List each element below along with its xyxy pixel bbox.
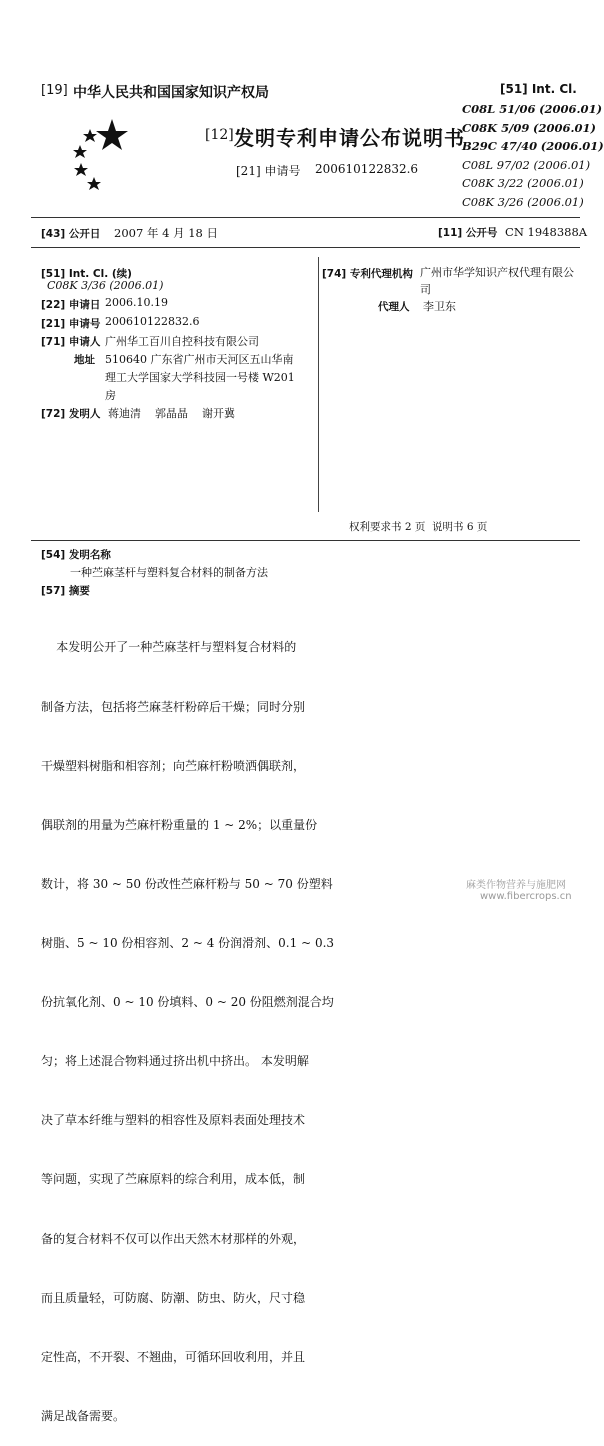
filing-date-label: [22] 申请日 — [41, 299, 101, 311]
agency: 广州市华学知识产权代理有限公 司 — [420, 266, 574, 296]
invention-title: 一种苎麻茎杆与塑料复合材料的制备方法 — [70, 566, 268, 579]
abstract-text: 本发明公开了一种苎麻茎杆与塑料复合材料的 制备方法，包括将苎麻茎杆粉碎后干燥；同时分别 干燥塑料树脂和相容剂；向苎麻杆粉喷洒偶联剂， 偶联剂的用量为苎麻杆粉重量的 1 ~ 2%；以重量份 数计，将 30 ~ 50 份改性苎麻杆粉与 50 ~ 70 份塑料 树脂、5 ~ 10 份相容剂、2 ~ 4 份润滑剂、0.1 ~ 0.3 份抗氧化剂、0 ~ 10 份填料、0 ~ 20 份阻燃剂混合均 匀；将上述混合物料通过挤出机中挤出。 本发明解 决了草本纤维与塑料的相容性及原料表面处理技术 等问题，实现了苎麻原料的综合利用，成本低，制 备的复合材料不仅可以作出天然木材那样的外观， 而且质量轻，可防腐、防潮、防虫、防火，尺寸稳 定性高，不开裂、不翘曲，可循环回收利用，并且 满足战备需要。 — [41, 640, 335, 1423]
abstract-label: [57] 摘要 — [41, 585, 90, 597]
doc-type-code: [12] — [205, 127, 234, 143]
int-cl-continued: [51] Int. Cl. (续) — [41, 268, 132, 280]
publication-date-row — [41, 225, 218, 241]
agency-label: [74] 专利代理机构 — [322, 268, 413, 280]
agent-label: 代理人 — [378, 301, 410, 313]
app-no: 200610122832.6 — [105, 315, 200, 328]
ipc-item: C08K 3/22 (2006.01) — [462, 176, 584, 191]
address: 510640 广东省广州市天河区五山华南 理工大学国家大学科技园一号楼 W201 房 — [105, 353, 295, 402]
application-number-label: [21] 申请号 — [236, 164, 301, 178]
title-label: [54] 发明名称 — [41, 549, 111, 561]
agent: 李卫东 — [423, 300, 456, 313]
divider — [31, 217, 580, 218]
watermark-url: www.fibercrops.cn — [480, 891, 572, 902]
publication-number: CN 1948388A — [505, 225, 588, 239]
ipc-item: C08K 5/09 (2006.01) — [462, 120, 596, 135]
ipc-item: B29C 47/40 (2006.01) — [462, 139, 604, 154]
watermark: 麻类作物营养与施肥网 — [466, 880, 566, 891]
ipc-label: [51] Int. Cl. — [500, 82, 577, 96]
ipc-item: C08L 97/02 (2006.01) — [462, 157, 591, 172]
office-name: 中华人民共和国国家知识产权局 — [73, 85, 269, 101]
ipc-list — [462, 100, 604, 212]
app-no-label: [21] 申请号 — [41, 318, 101, 330]
office-code: [19] — [41, 83, 68, 98]
int-cl-continued-value: C08K 3/36 (2006.01) — [47, 279, 164, 292]
divider — [31, 540, 580, 541]
inventors: 蒋迪清 郭晶晶 谢开冀 — [108, 407, 235, 420]
publication-date: 2007 年 4 月 18 日 — [114, 226, 219, 240]
publication-date-label: [43] 公开日 — [41, 228, 101, 240]
applicant-label: [71] 申请人 — [41, 336, 101, 348]
ipc-item: C08K 3/26 (2006.01) — [462, 194, 584, 209]
divider — [31, 247, 580, 248]
ipc-item: C08L 51/06 (2006.01) — [462, 102, 603, 116]
application-number: 200610122832.6 — [315, 162, 419, 176]
column-divider — [318, 257, 319, 512]
page-count: 权利要求书 2 页 说明书 6 页 — [349, 521, 488, 533]
publication-number-row — [438, 225, 587, 240]
address-label: 地址 — [74, 354, 95, 366]
inventor-label: [72] 发明人 — [41, 408, 101, 420]
emblem-stars-icon — [66, 115, 128, 195]
applicant: 广州华工百川自控科技有限公司 — [105, 335, 259, 348]
publication-number-label: [11] 公开号 — [438, 227, 498, 239]
doc-type-title: 发明专利申请公布说明书 — [234, 126, 465, 150]
filing-date: 2006.10.19 — [105, 296, 168, 309]
